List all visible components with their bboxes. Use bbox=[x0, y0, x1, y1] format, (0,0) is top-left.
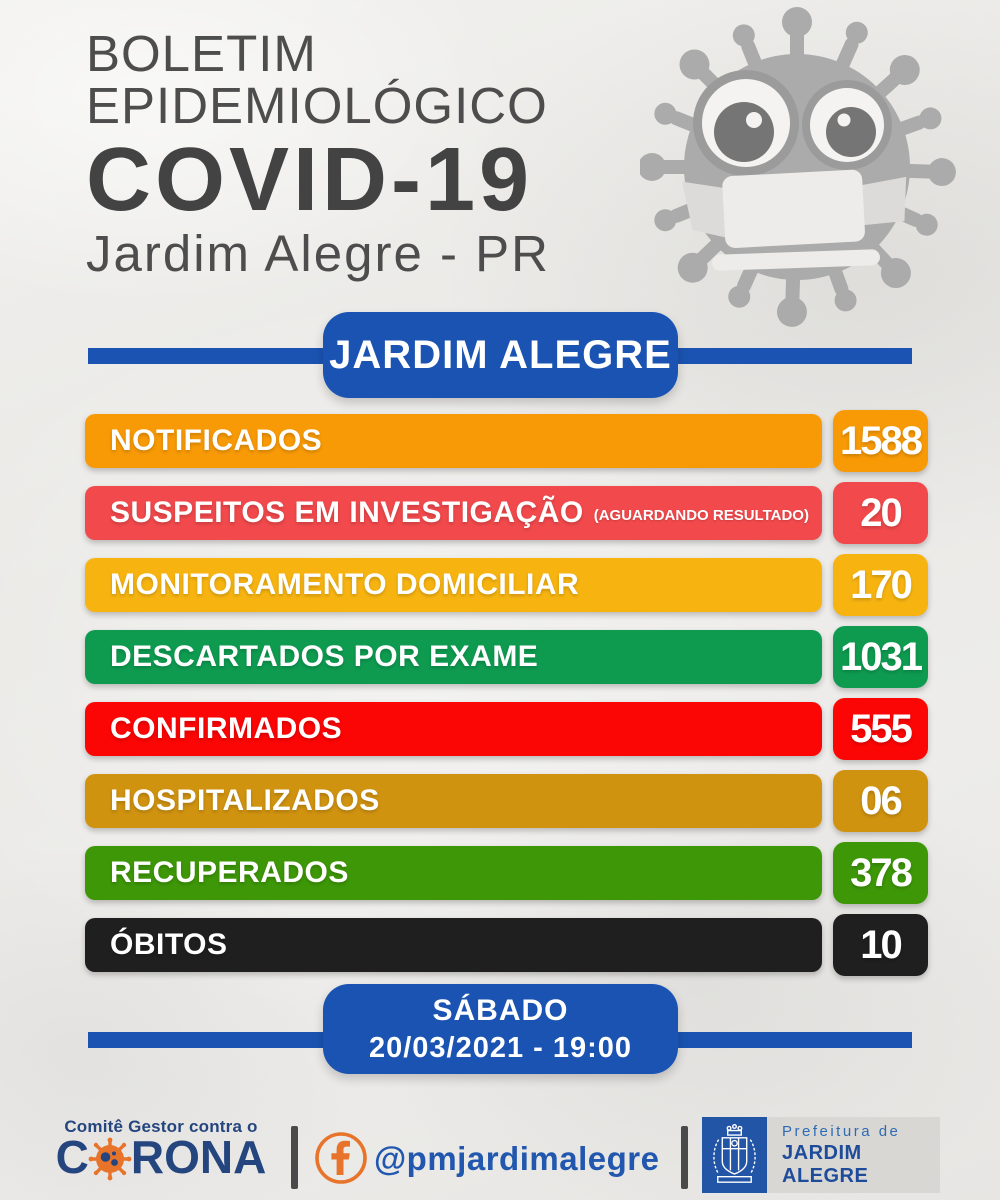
stat-value: 06 bbox=[833, 770, 928, 832]
stat-note: (AGUARDANDO RESULTADO) bbox=[593, 507, 809, 524]
committee-name bbox=[52, 1131, 270, 1183]
title-line-epidemiologico: EPIDEMIOLÓGICO bbox=[86, 77, 548, 134]
date-banner bbox=[323, 984, 678, 1074]
virus-with-mask-icon bbox=[640, 0, 1000, 340]
city-banner-label: JARDIM ALEGRE bbox=[329, 332, 672, 377]
virus-icon bbox=[88, 1137, 132, 1181]
committee-tagline: Comitê Gestor contra o bbox=[64, 1117, 258, 1136]
date-banner-day: SÁBADO bbox=[432, 993, 569, 1027]
stat-value: 1588 bbox=[833, 410, 928, 472]
stat-label: DESCARTADOS POR EXAME bbox=[110, 640, 539, 673]
title-covid19: COVID-19 bbox=[86, 130, 534, 230]
title-subtitle-city: Jardim Alegre - PR bbox=[86, 225, 550, 282]
stat-label: MONITORAMENTO DOMICILIAR bbox=[110, 568, 580, 601]
header bbox=[86, 25, 550, 282]
stat-value: 555 bbox=[833, 698, 928, 760]
committee-name-end: RONA bbox=[130, 1131, 267, 1183]
footer-divider bbox=[291, 1126, 298, 1189]
stat-value: 10 bbox=[833, 914, 928, 976]
stat-value: 378 bbox=[833, 842, 928, 904]
jardim-alegre-coat-of-arms-icon bbox=[702, 1117, 767, 1193]
stat-label: SUSPEITOS EM INVESTIGAÇÃO bbox=[110, 496, 584, 529]
stat-value: 170 bbox=[833, 554, 928, 616]
stat-label: RECUPERADOS bbox=[110, 856, 349, 889]
stat-label: HOSPITALIZADOS bbox=[110, 784, 380, 817]
stat-value: 20 bbox=[833, 482, 928, 544]
stat-row-notificados bbox=[85, 414, 928, 468]
prefecture-logo bbox=[767, 1117, 940, 1193]
committee-logo bbox=[52, 1117, 270, 1183]
stat-row-hospitalizados bbox=[85, 774, 928, 828]
social-handle: @pmjardimalegre bbox=[374, 1140, 660, 1177]
stat-row-descartados bbox=[85, 630, 928, 684]
stat-row-recuperados bbox=[85, 846, 928, 900]
stat-value: 1031 bbox=[833, 626, 928, 688]
stat-row-monitoramento bbox=[85, 558, 928, 612]
footer-divider bbox=[681, 1126, 688, 1189]
title-line-boletim: BOLETIM bbox=[86, 25, 317, 82]
committee-name-start: C bbox=[55, 1131, 89, 1183]
prefecture-line2: JARDIM ALEGRE bbox=[782, 1141, 869, 1187]
city-banner bbox=[323, 312, 678, 398]
stat-row-suspeitos bbox=[85, 486, 928, 540]
stat-label: ÓBITOS bbox=[110, 928, 228, 961]
date-banner-datetime: 20/03/2021 - 19:00 bbox=[368, 1031, 633, 1064]
stat-label: NOTIFICADOS bbox=[110, 424, 323, 457]
stat-row-confirmados bbox=[85, 702, 928, 756]
stat-label: CONFIRMADOS bbox=[110, 712, 343, 745]
prefecture-line1: Prefeitura de bbox=[782, 1122, 901, 1140]
facebook-icon bbox=[314, 1131, 368, 1185]
stat-row-obitos bbox=[85, 918, 928, 972]
